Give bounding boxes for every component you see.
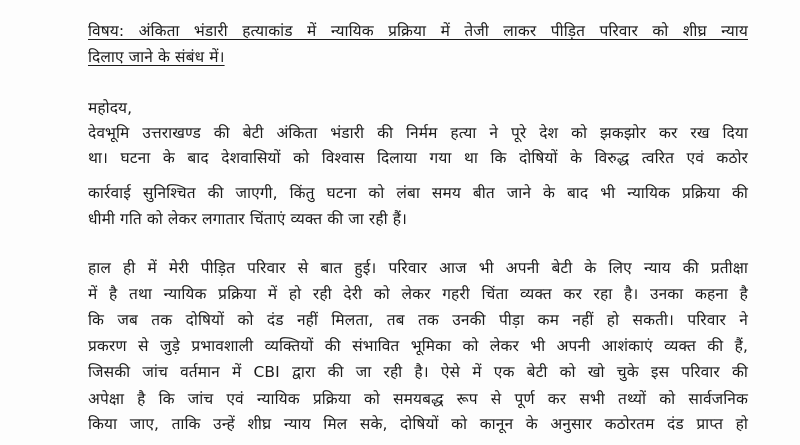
paragraph-line: प्रकरण से जुड़े प्रभावशाली व्यक्तियों की संभावित भूमिका को लेकर भी अपनी आशंकाएं व्यक्त की हैं, — [88, 337, 748, 355]
paragraph-line: था। घटना के बाद देशवासियों को विश्वास दिलाया गया था कि दोषियों के विरुद्ध त्वरित एवं कठोर — [88, 149, 748, 167]
subject-line-2: दिलाए जाने के संबंध में। — [88, 48, 225, 66]
subject-line-1: विषय: अंकिता भंडारी हत्याकांड में न्यायिक प्रक्रिया में तेजी लाकर पीड़ित परिवार को शीघ्र न्याय — [88, 22, 748, 40]
salutation: महोदय, — [88, 99, 133, 117]
paragraph-line: जिसकी जांच वर्तमान में CBI द्वारा की जा रही है। ऐसे में एक बेटी को खो चुके इस परिवार की — [88, 363, 748, 381]
paragraph-line: अपेक्षा है कि जांच एवं न्यायिक प्रक्रिया को समयबद्ध रूप से पूर्ण कर सभी तथ्यों को सार्वजनिक — [88, 390, 748, 408]
paragraph-line: कि जब तक दोषियों को दंड नहीं मिलता, तब तक उनकी पीड़ा कम नहीं हो सकती। परिवार ने — [88, 311, 748, 329]
paragraph-line: किया जाए, ताकि उन्हें शीघ्र न्याय मिल सके, दोषियों को कानून के अनुसार कठोरतम दंड प्राप्त हो — [88, 415, 748, 433]
paragraph-line: धीमी गति को लेकर लगातार चिंताएं व्यक्त की जा रही हैं। — [88, 210, 408, 228]
paragraph-line: में है तथा न्यायिक प्रक्रिया में हो रही देरी को लेकर गहरी चिंता व्यक्त कर रहा है। उनका कहना है — [88, 285, 748, 303]
paragraph-line: कार्रवाई सुनिश्चित की जाएगी, किंतु घटना को लंबा समय बीत जाने के बाद भी न्यायिक प्रक्रिया की — [88, 184, 748, 202]
paragraph-line: देवभूमि उत्तराखण्ड की बेटी अंकिता भंडारी की निर्मम हत्या ने पूरे देश को झकझोर कर रख दिया — [88, 124, 748, 142]
paragraph-line: हाल ही में मेरी पीड़ित परिवार से बात हुई। परिवार आज भी अपनी बेटी के लिए न्याय की प्रतीक्षा — [88, 259, 748, 277]
